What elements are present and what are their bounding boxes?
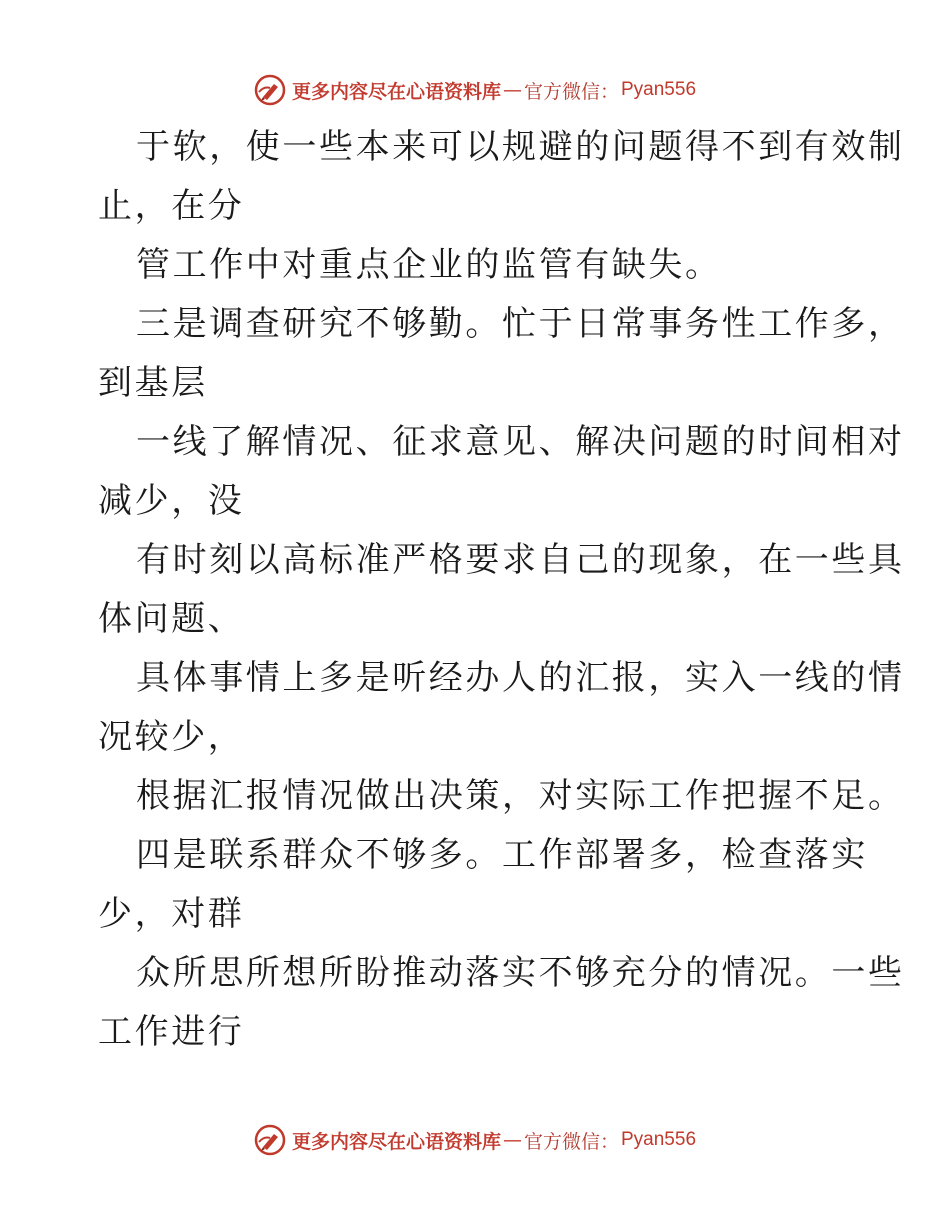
text-line: 少，对群 <box>98 894 245 934</box>
text-line: 况较少， <box>98 717 245 757</box>
document-body <box>98 118 905 1062</box>
footer-dash: — <box>502 1129 522 1151</box>
text-line: 于软，使一些本来可以规避的问题得不到有效制 <box>136 127 905 167</box>
text-line: 管工作中对重点企业的监管有缺失。 <box>136 245 722 285</box>
text-line: 三是调查研究不够勤。忙于日常事务性工作多， <box>136 304 905 344</box>
text-line: 四是联系群众不够多。工作部署多，检查落实 <box>136 835 868 875</box>
text-line: 众所思所想所盼推动落实不够充分的情况。一些 <box>136 953 905 993</box>
header-site-name: 更多内容尽在心语资料库 <box>291 80 501 103</box>
pen-logo-icon <box>254 74 286 106</box>
text-line: 有时刻以高标准严格要求自己的现象，在一些具 <box>136 540 905 580</box>
text-line: 减少，没 <box>98 481 245 521</box>
header-dash: — <box>502 79 522 101</box>
pen-logo-icon <box>254 1124 286 1156</box>
footer-wechat-handle: Pyan556 <box>621 1129 697 1150</box>
text-line: 具体事情上多是听经办人的汇报，实入一线的情 <box>136 658 905 698</box>
text-line: 到基层 <box>98 363 208 403</box>
text-line: 工作进行 <box>98 1012 245 1052</box>
text-line: 一线了解情况、征求意见、解决问题的时间相对 <box>136 422 905 462</box>
header-wechat-label: 官方微信： <box>523 80 619 103</box>
text-line: 止，在分 <box>98 186 245 226</box>
footer-wechat-label: 官方微信： <box>523 1130 619 1153</box>
text-line: 体问题、 <box>98 599 245 639</box>
footer-site-name: 更多内容尽在心语资料库 <box>291 1130 501 1153</box>
footer-banner <box>0 1120 950 1160</box>
header-banner <box>0 70 950 110</box>
header-wechat-handle: Pyan556 <box>621 79 697 100</box>
text-line: 根据汇报情况做出决策，对实际工作把握不足。 <box>136 776 905 816</box>
